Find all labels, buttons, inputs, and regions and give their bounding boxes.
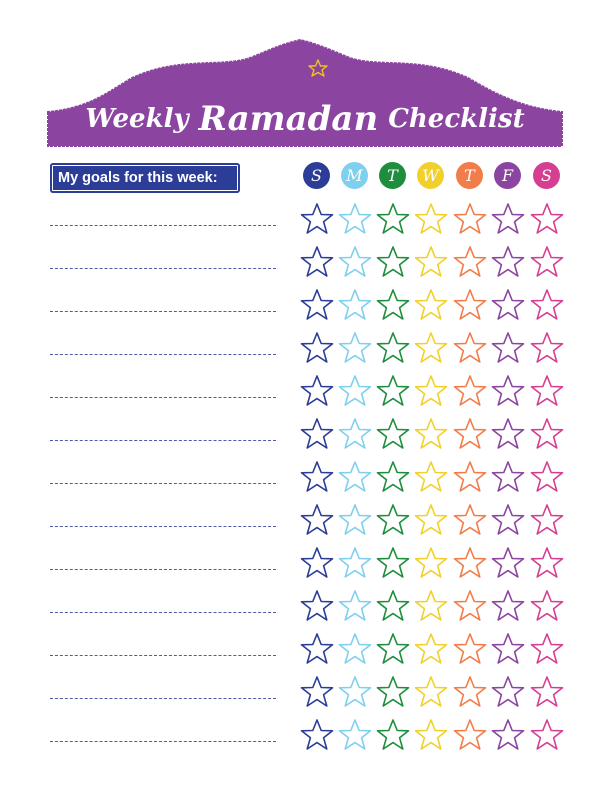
- goal-entry-line[interactable]: [50, 569, 276, 570]
- star-checkbox-icon[interactable]: [376, 675, 410, 709]
- star-checkbox-icon[interactable]: [338, 503, 372, 537]
- star-checkbox-icon[interactable]: [376, 202, 410, 236]
- star-checkbox-icon[interactable]: [338, 374, 372, 408]
- title-weekly: Weekly: [85, 104, 189, 134]
- goal-entry-line[interactable]: [50, 397, 276, 398]
- goal-row: [0, 546, 612, 586]
- star-checkbox-icon[interactable]: [530, 546, 564, 580]
- goal-row: [0, 460, 612, 500]
- day-circle: T: [379, 162, 406, 189]
- star-checkbox-icon[interactable]: [414, 632, 448, 666]
- star-checkbox-icon[interactable]: [338, 718, 372, 752]
- star-checkbox-icon[interactable]: [530, 589, 564, 623]
- star-checkbox-icon[interactable]: [376, 245, 410, 279]
- star-checkbox-icon[interactable]: [491, 589, 525, 623]
- title-checklist: Checklist: [388, 104, 525, 134]
- star-checkbox-icon[interactable]: [414, 417, 448, 451]
- star-checkbox-icon[interactable]: [338, 202, 372, 236]
- star-checkbox-icon[interactable]: [491, 245, 525, 279]
- goal-entry-line[interactable]: [50, 311, 276, 312]
- star-checkbox-icon[interactable]: [300, 331, 334, 365]
- star-checkbox-icon[interactable]: [491, 460, 525, 494]
- day-circle: T: [456, 162, 483, 189]
- star-checkbox-icon[interactable]: [376, 718, 410, 752]
- star-checkbox-icon[interactable]: [300, 288, 334, 322]
- star-checkbox-icon[interactable]: [376, 331, 410, 365]
- star-checkbox-icon[interactable]: [453, 202, 487, 236]
- star-checkbox-icon[interactable]: [491, 417, 525, 451]
- goal-row: [0, 331, 612, 371]
- star-checkbox-icon[interactable]: [376, 589, 410, 623]
- star-checkbox-icon[interactable]: [338, 331, 372, 365]
- star-checkbox-icon[interactable]: [453, 589, 487, 623]
- star-checkbox-icon[interactable]: [491, 374, 525, 408]
- goal-entry-line[interactable]: [50, 698, 276, 699]
- star-checkbox-icon[interactable]: [453, 331, 487, 365]
- day-circle: M: [341, 162, 368, 189]
- goal-row: [0, 632, 612, 672]
- star-checkbox-icon[interactable]: [338, 632, 372, 666]
- goal-entry-line[interactable]: [50, 354, 276, 355]
- star-checkbox-icon[interactable]: [300, 675, 334, 709]
- star-checkbox-icon[interactable]: [300, 503, 334, 537]
- goal-row: [0, 288, 612, 328]
- star-checkbox-icon[interactable]: [530, 718, 564, 752]
- star-checkbox-icon[interactable]: [376, 417, 410, 451]
- star-checkbox-icon[interactable]: [453, 632, 487, 666]
- star-checkbox-icon[interactable]: [414, 374, 448, 408]
- star-checkbox-icon[interactable]: [300, 632, 334, 666]
- star-checkbox-icon[interactable]: [530, 503, 564, 537]
- star-checkbox-icon[interactable]: [453, 718, 487, 752]
- day-circle: S: [533, 162, 560, 189]
- star-checkbox-icon[interactable]: [414, 331, 448, 365]
- day-circle: F: [494, 162, 521, 189]
- star-checkbox-icon[interactable]: [300, 589, 334, 623]
- goal-row: [0, 718, 612, 758]
- star-checkbox-icon[interactable]: [300, 202, 334, 236]
- star-checkbox-icon[interactable]: [414, 245, 448, 279]
- goal-entry-line[interactable]: [50, 655, 276, 656]
- day-circle: S: [303, 162, 330, 189]
- star-checkbox-icon[interactable]: [300, 460, 334, 494]
- star-checkbox-icon[interactable]: [376, 546, 410, 580]
- star-checkbox-icon[interactable]: [414, 718, 448, 752]
- star-checkbox-icon[interactable]: [530, 460, 564, 494]
- goal-entry-line[interactable]: [50, 526, 276, 527]
- page-title: [48, 96, 562, 142]
- title-ramadan: Ramadan: [198, 99, 379, 139]
- goal-row: [0, 202, 612, 242]
- goal-entry-line[interactable]: [50, 741, 276, 742]
- star-checkbox-icon[interactable]: [491, 632, 525, 666]
- star-checkbox-icon[interactable]: [414, 202, 448, 236]
- goal-row: [0, 245, 612, 285]
- star-checkbox-icon[interactable]: [453, 288, 487, 322]
- star-checkbox-icon[interactable]: [300, 718, 334, 752]
- star-checkbox-icon[interactable]: [491, 675, 525, 709]
- goals-label: My goals for this week:: [50, 163, 240, 193]
- goal-entry-line[interactable]: [50, 268, 276, 269]
- star-checkbox-icon[interactable]: [414, 288, 448, 322]
- star-checkbox-icon[interactable]: [300, 417, 334, 451]
- star-checkbox-icon[interactable]: [338, 460, 372, 494]
- star-checkbox-icon[interactable]: [453, 374, 487, 408]
- star-checkbox-icon[interactable]: [300, 374, 334, 408]
- star-checkbox-icon[interactable]: [491, 718, 525, 752]
- star-checkbox-icon[interactable]: [530, 288, 564, 322]
- star-checkbox-icon[interactable]: [453, 503, 487, 537]
- star-checkbox-icon[interactable]: [530, 417, 564, 451]
- star-checkbox-icon[interactable]: [376, 288, 410, 322]
- star-checkbox-icon[interactable]: [414, 546, 448, 580]
- star-checkbox-icon[interactable]: [414, 589, 448, 623]
- star-checkbox-icon[interactable]: [338, 288, 372, 322]
- star-checkbox-icon[interactable]: [530, 374, 564, 408]
- star-checkbox-icon[interactable]: [453, 546, 487, 580]
- star-checkbox-icon[interactable]: [453, 245, 487, 279]
- goal-row: [0, 503, 612, 543]
- star-checkbox-icon[interactable]: [376, 374, 410, 408]
- star-checkbox-icon[interactable]: [491, 546, 525, 580]
- star-checkbox-icon[interactable]: [453, 460, 487, 494]
- star-checkbox-icon[interactable]: [338, 589, 372, 623]
- star-checkbox-icon[interactable]: [414, 675, 448, 709]
- goal-row: [0, 417, 612, 457]
- star-checkbox-icon[interactable]: [376, 503, 410, 537]
- star-checkbox-icon[interactable]: [338, 417, 372, 451]
- star-checkbox-icon[interactable]: [530, 202, 564, 236]
- goal-entry-line[interactable]: [50, 612, 276, 613]
- goal-entry-line[interactable]: [50, 440, 276, 441]
- star-checkbox-icon[interactable]: [338, 675, 372, 709]
- star-checkbox-icon[interactable]: [491, 503, 525, 537]
- goal-row: [0, 589, 612, 629]
- star-checkbox-icon[interactable]: [338, 245, 372, 279]
- star-checkbox-icon[interactable]: [530, 675, 564, 709]
- day-circle: W: [417, 162, 444, 189]
- star-checkbox-icon[interactable]: [491, 288, 525, 322]
- star-checkbox-icon[interactable]: [491, 202, 525, 236]
- star-checkbox-icon[interactable]: [453, 417, 487, 451]
- goal-row: [0, 374, 612, 414]
- star-checkbox-icon[interactable]: [338, 546, 372, 580]
- star-checkbox-icon[interactable]: [376, 632, 410, 666]
- star-checkbox-icon[interactable]: [300, 245, 334, 279]
- goal-entry-line[interactable]: [50, 483, 276, 484]
- star-checkbox-icon[interactable]: [376, 460, 410, 494]
- star-checkbox-icon[interactable]: [300, 546, 334, 580]
- star-checkbox-icon[interactable]: [414, 460, 448, 494]
- goal-entry-line[interactable]: [50, 225, 276, 226]
- star-checkbox-icon[interactable]: [530, 331, 564, 365]
- star-checkbox-icon[interactable]: [414, 503, 448, 537]
- star-checkbox-icon[interactable]: [453, 675, 487, 709]
- goal-row: [0, 675, 612, 715]
- star-checkbox-icon[interactable]: [530, 632, 564, 666]
- star-checkbox-icon[interactable]: [530, 245, 564, 279]
- star-checkbox-icon[interactable]: [491, 331, 525, 365]
